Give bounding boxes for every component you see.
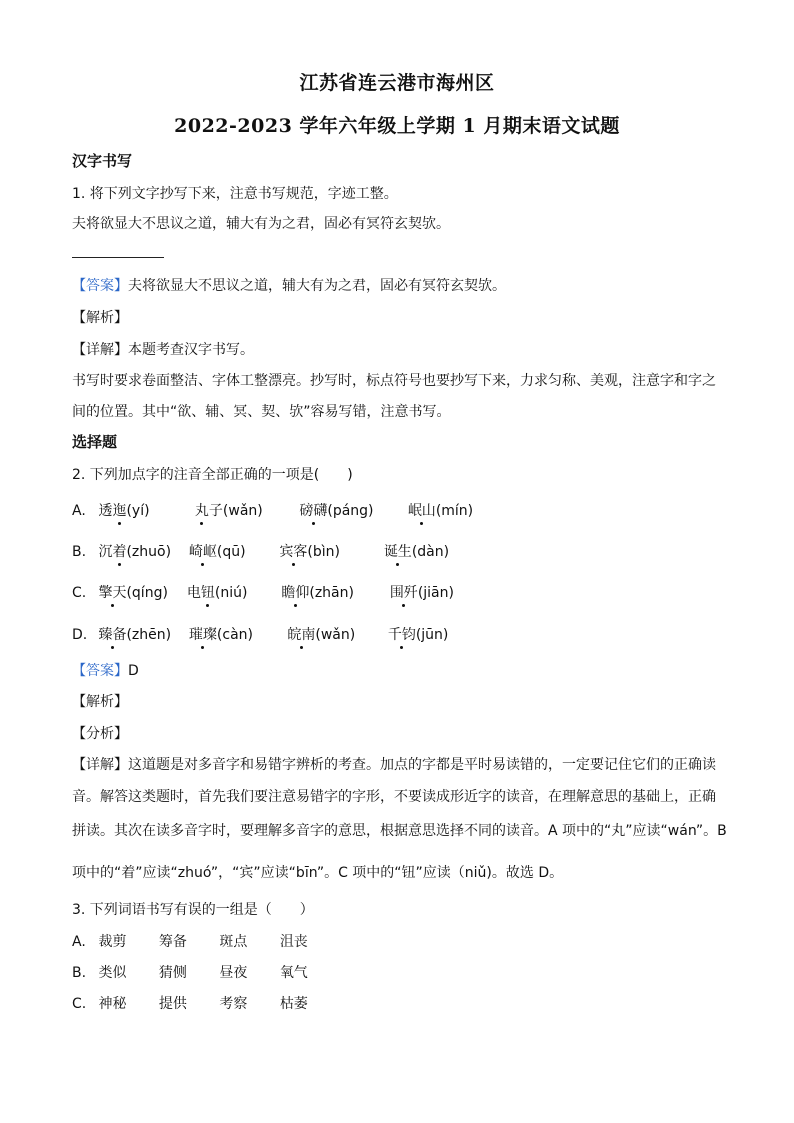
q1-answer	[72, 275, 506, 295]
answer-text: 夫将欲显大不思议之道，辅大有为之君，固必有冥符玄契欤。	[128, 278, 506, 294]
detail-text: 本题考查汉字书写。	[128, 342, 254, 358]
answer-blank-line	[72, 257, 164, 258]
q1-detail	[72, 339, 254, 359]
detail-text: 这道题是对多音字和易错字辨析的考查。加点的字都是平时易读错的，一定要记住它们的正确读	[128, 757, 716, 773]
section-heading-hanzi: 汉字书写	[72, 152, 133, 170]
q2-detail-line2: 音。解答这类题时，首先我们要注意易错字的字形，不要读成形近字的读音，在理解意思的基础上，正确	[72, 789, 716, 805]
answer-tag: 【答案】	[72, 278, 128, 294]
answer-tag: 【答案】	[72, 663, 128, 679]
q1-detail-line3: 间的位置。其中“欲、辅、冥、契、欤”容易写错，注意书写。	[72, 404, 451, 420]
q3-stem: 3. 下列词语书写有误的一组是（ ）	[72, 902, 314, 918]
q2-option-a: A. 透迤(yí) 丸子(wǎn) 磅礴(páng) 岷山(mín)	[72, 500, 473, 520]
q1-detail-line2: 书写时要求卷面整洁、字体工整漂亮。抄写时，标点符号也要抄写下来，力求匀称、美观，注意字和字之	[72, 373, 716, 389]
analysis-tag: 【解析】	[72, 310, 128, 326]
detail-tag: 【详解】	[72, 342, 128, 358]
q2-analysis: 【解析】	[72, 694, 128, 710]
answer-text: D	[128, 663, 139, 679]
q2-option-d: D. 臻备(zhēn) 璀璨(càn) 皖南(wǎn) 千钧(jūn)	[72, 624, 448, 644]
q2-option-c: C. 擎天(qíng) 电钮(niú) 瞻仰(zhān) 围歼(jiān)	[72, 582, 454, 602]
q1-stem: 1. 将下列文字抄写下来，注意书写规范，字迹工整。	[72, 186, 398, 202]
doc-title-line2: 2022-2023 学年六年级上学期 1 月期末语文试题	[174, 115, 620, 137]
q3-option-c: C. 神秘 提供 考察 枯萎	[72, 996, 308, 1012]
q2-detail-line3: 拼读。其次在读多音字时，要理解多音字的意思，根据意思选择不同的读音。A 项中的“丸”应读“wán”。B	[72, 823, 727, 839]
q2-answer	[72, 660, 139, 680]
q2-stem: 2. 下列加点字的注音全部正确的一项是( )	[72, 467, 353, 483]
doc-title-line1: 江苏省连云港市海州区	[299, 72, 495, 94]
q3-option-b: B. 类似 猜侧 昼夜 氧气	[72, 965, 308, 981]
q1-text: 夫将欲显大不思议之道，辅大有为之君，固必有冥符玄契欤。	[72, 216, 450, 232]
q2-detail-line4: 项中的“着”应读“zhuó”，“宾”应读“bīn”。C 项中的“钮”应读（niǔ)。故选 D。	[72, 865, 564, 881]
q2-detail	[72, 754, 716, 774]
q3-option-a: A. 裁剪 筹备 斑点 沮丧	[72, 934, 308, 950]
detail-tag: 【详解】	[72, 757, 128, 773]
section-heading-choice: 选择题	[72, 433, 118, 451]
q2-fenxi: 【分析】	[72, 726, 128, 742]
q2-option-b: B. 沉着(zhuō) 崎岖(qū) 宾客(bìn) 诞生(dàn)	[72, 541, 449, 561]
q1-analysis	[72, 307, 128, 327]
